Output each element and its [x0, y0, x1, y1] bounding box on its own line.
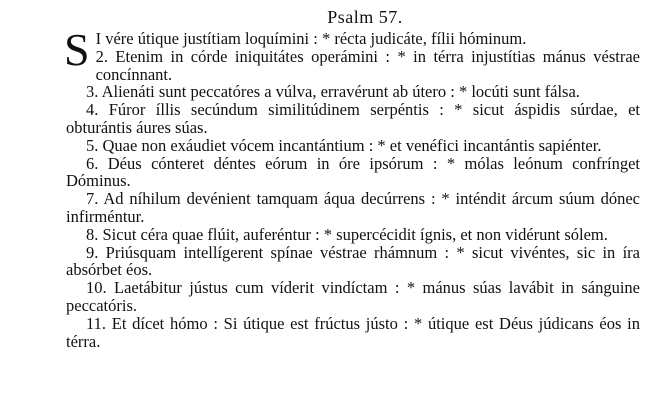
drop-cap: S: [64, 24, 90, 75]
verse-5: 5. Quae non exáudiet vócem incantántium : * et venéfici incantántis sapiénter.: [86, 135, 602, 155]
verse-8: 8. Sicut céra quae flúit, auferéntur : * supercécidit ígnis, et non vidérunt sólem.: [86, 224, 608, 244]
verse-2: 2. Etenim in córde iniquitátes operámini : * in térra injustítias mánus véstrae concínnant.: [95, 46, 640, 84]
verse-10: 10. Laetábitur jústus cum víderit vindíctam : * mánus súas lavábit in sánguine peccatóris.: [66, 278, 640, 315]
verse-6: 6. Déus cónteret déntes eórum in óre ipsórum : * mólas leónum confrínget Dóminus.: [66, 153, 640, 191]
verse-9: 9. Priúsquam intellígerent spínae véstrae rhámnum : * sicut vivéntes, sic in íra absórbet éos.: [66, 242, 640, 280]
verse-7: 7. Ad níhilum devénient tamquam áqua decúrrens : * inténdit árcum súum dónec infirméntur.: [66, 189, 640, 226]
psalm-title: Psalm 57.: [327, 7, 403, 27]
verse-1-text: I vére útique justítiam loquímini : * récta judicáte, fílii hóminum.: [95, 29, 527, 48]
verse-11: 11. Et dícet hómo : Si útique est frúctus jústo : * útique est Déus júdicans éos in térra.: [66, 313, 640, 351]
verse-4: 4. Fúror íllis secúndum similitúdinem serpéntis : * sicut áspidis súrdae, et obturántis áures súas.: [66, 100, 640, 137]
verse-3: 3. Alienáti sunt peccatóres a vúlva, erravérunt ab útero : * locúti sunt fálsa.: [86, 82, 580, 102]
